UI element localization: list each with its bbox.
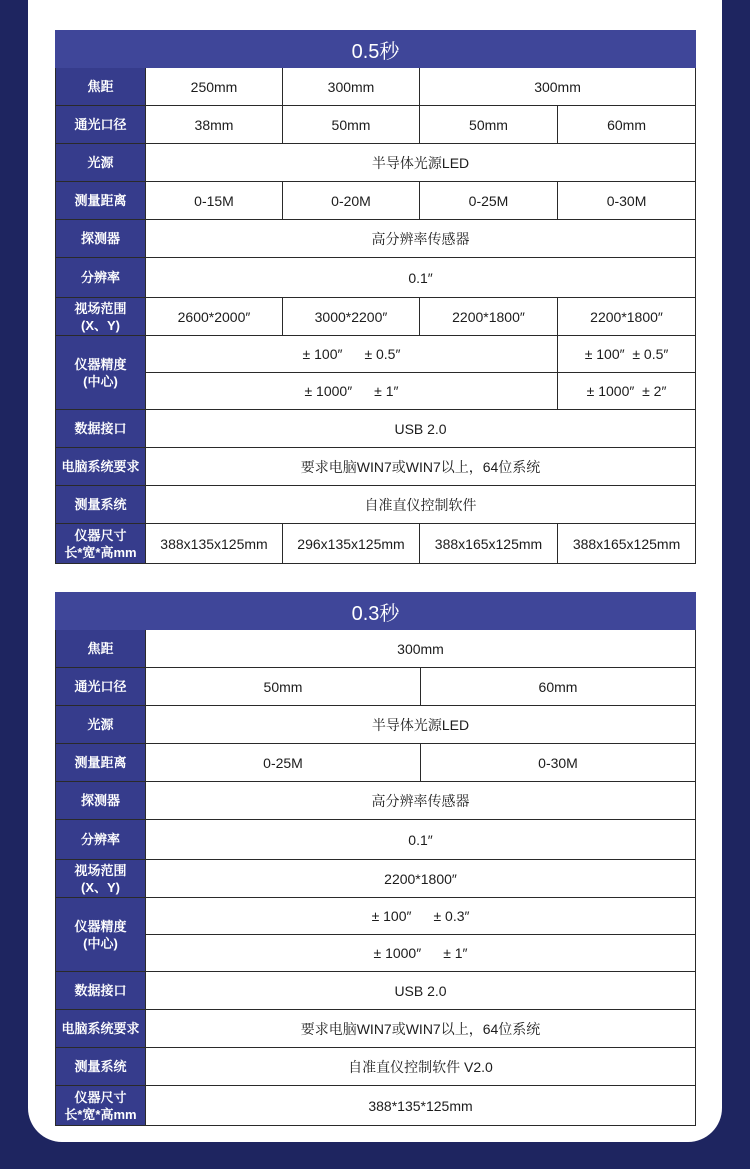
- value-fov-3: 2200*1800″: [420, 298, 558, 336]
- value-focal-3: 300mm: [420, 68, 696, 106]
- label-focal: 焦距: [56, 630, 146, 668]
- row-os: [56, 448, 696, 486]
- value-aperture-1: 50mm: [146, 668, 421, 706]
- value-focal-2: 300mm: [283, 68, 420, 106]
- value-accuracy-right-1: ± 100″ ± 0.5″: [558, 336, 696, 373]
- table-title: 0.3秒: [56, 593, 696, 630]
- value-resolution: 0.1″: [146, 820, 696, 860]
- value-focal: 300mm: [146, 630, 696, 668]
- value-focal-1: 250mm: [146, 68, 283, 106]
- label-size: 仪器尺寸 长*宽*高mm: [56, 1086, 146, 1126]
- row-size: [56, 524, 696, 564]
- label-range: 测量距离: [56, 744, 146, 782]
- value-os: 要求电脑WIN7或WIN7以上，64位系统: [146, 1010, 696, 1048]
- value-light: 半导体光源LED: [146, 144, 696, 182]
- value-os: 要求电脑WIN7或WIN7以上，64位系统: [146, 448, 696, 486]
- value-aperture-1: 38mm: [146, 106, 283, 144]
- value-range-3: 0-25M: [420, 182, 558, 220]
- value-fov: 2200*1800″: [146, 860, 696, 898]
- value-size-2: 296x135x125mm: [283, 524, 420, 564]
- value-fov-2: 3000*2200″: [283, 298, 420, 336]
- accuracy-tolerance: ± 0.5″: [364, 346, 401, 362]
- value-interface: USB 2.0: [146, 972, 696, 1010]
- label-interface: 数据接口: [56, 972, 146, 1010]
- value-accuracy-left-2: [146, 373, 558, 410]
- row-os: [56, 1010, 696, 1048]
- value-range-4: 0-30M: [558, 182, 696, 220]
- spec-table-0-5s: [55, 30, 696, 564]
- value-range-2: 0-20M: [283, 182, 420, 220]
- value-light: 半导体光源LED: [146, 706, 696, 744]
- value-detector: 高分辨率传感器: [146, 220, 696, 258]
- label-resolution: 分辨率: [56, 820, 146, 860]
- value-interface: USB 2.0: [146, 410, 696, 448]
- label-aperture: 通光口径: [56, 668, 146, 706]
- row-range: [56, 182, 696, 220]
- label-interface: 数据接口: [56, 410, 146, 448]
- accuracy-angle: ± 100″: [302, 346, 343, 362]
- row-accuracy-1: [56, 898, 696, 935]
- value-fov-4: 2200*1800″: [558, 298, 696, 336]
- row-accuracy-1: [56, 336, 696, 373]
- label-software: 测量系统: [56, 1048, 146, 1086]
- accuracy-tolerance: ± 0.3″: [433, 908, 470, 924]
- value-accuracy-left-1: [146, 336, 558, 373]
- accuracy-angle: ± 1000″: [373, 945, 422, 961]
- label-software: 测量系统: [56, 486, 146, 524]
- row-software: [56, 1048, 696, 1086]
- row-accuracy-2: [56, 373, 696, 410]
- row-aperture: [56, 106, 696, 144]
- label-detector: 探测器: [56, 220, 146, 258]
- label-resolution: 分辨率: [56, 258, 146, 298]
- label-aperture: 通光口径: [56, 106, 146, 144]
- row-light: [56, 706, 696, 744]
- value-software: 自准直仪控制软件 V2.0: [146, 1048, 696, 1086]
- row-software: [56, 486, 696, 524]
- row-detector: [56, 220, 696, 258]
- value-range-2: 0-30M: [421, 744, 696, 782]
- value-size-4: 388x165x125mm: [558, 524, 696, 564]
- label-accuracy: 仪器精度 (中心): [56, 336, 146, 410]
- row-fov: [56, 860, 696, 898]
- row-resolution: [56, 820, 696, 860]
- value-accuracy-2: [146, 935, 696, 972]
- value-aperture-2: 50mm: [283, 106, 420, 144]
- row-detector: [56, 782, 696, 820]
- value-software: 自准直仪控制软件: [146, 486, 696, 524]
- value-range-1: 0-15M: [146, 182, 283, 220]
- row-accuracy-2: [56, 935, 696, 972]
- value-detector: 高分辨率传感器: [146, 782, 696, 820]
- accuracy-angle: ± 1000″: [304, 383, 353, 399]
- table-title: 0.5秒: [56, 31, 696, 68]
- value-range-1: 0-25M: [146, 744, 421, 782]
- accuracy-tolerance: ± 1″: [374, 383, 399, 399]
- value-aperture-4: 60mm: [558, 106, 696, 144]
- value-fov-1: 2600*2000″: [146, 298, 283, 336]
- label-accuracy: 仪器精度 (中心): [56, 898, 146, 972]
- accuracy-angle: ± 100″: [371, 908, 412, 924]
- row-range: [56, 744, 696, 782]
- row-focal: [56, 68, 696, 106]
- label-detector: 探测器: [56, 782, 146, 820]
- value-size: 388*135*125mm: [146, 1086, 696, 1126]
- row-size: [56, 1086, 696, 1126]
- row-light: [56, 144, 696, 182]
- value-resolution: 0.1″: [146, 258, 696, 298]
- value-accuracy-1: [146, 898, 696, 935]
- label-range: 测量距离: [56, 182, 146, 220]
- label-light: 光源: [56, 144, 146, 182]
- value-aperture-2: 60mm: [421, 668, 696, 706]
- row-interface: [56, 972, 696, 1010]
- row-interface: [56, 410, 696, 448]
- label-size: 仪器尺寸 长*宽*高mm: [56, 524, 146, 564]
- row-resolution: [56, 258, 696, 298]
- accuracy-tolerance: ± 1″: [443, 945, 468, 961]
- label-os: 电脑系统要求: [56, 448, 146, 486]
- label-fov: 视场范围 (X、Y): [56, 860, 146, 898]
- row-focal: [56, 630, 696, 668]
- row-aperture: [56, 668, 696, 706]
- value-size-3: 388x165x125mm: [420, 524, 558, 564]
- value-accuracy-right-2: ± 1000″ ± 2″: [558, 373, 696, 410]
- label-light: 光源: [56, 706, 146, 744]
- value-aperture-3: 50mm: [420, 106, 558, 144]
- label-fov: 视场范围 (X、Y): [56, 298, 146, 336]
- row-fov: [56, 298, 696, 336]
- spec-table-0-3s: [55, 592, 696, 1126]
- label-os: 电脑系统要求: [56, 1010, 146, 1048]
- value-size-1: 388x135x125mm: [146, 524, 283, 564]
- label-focal: 焦距: [56, 68, 146, 106]
